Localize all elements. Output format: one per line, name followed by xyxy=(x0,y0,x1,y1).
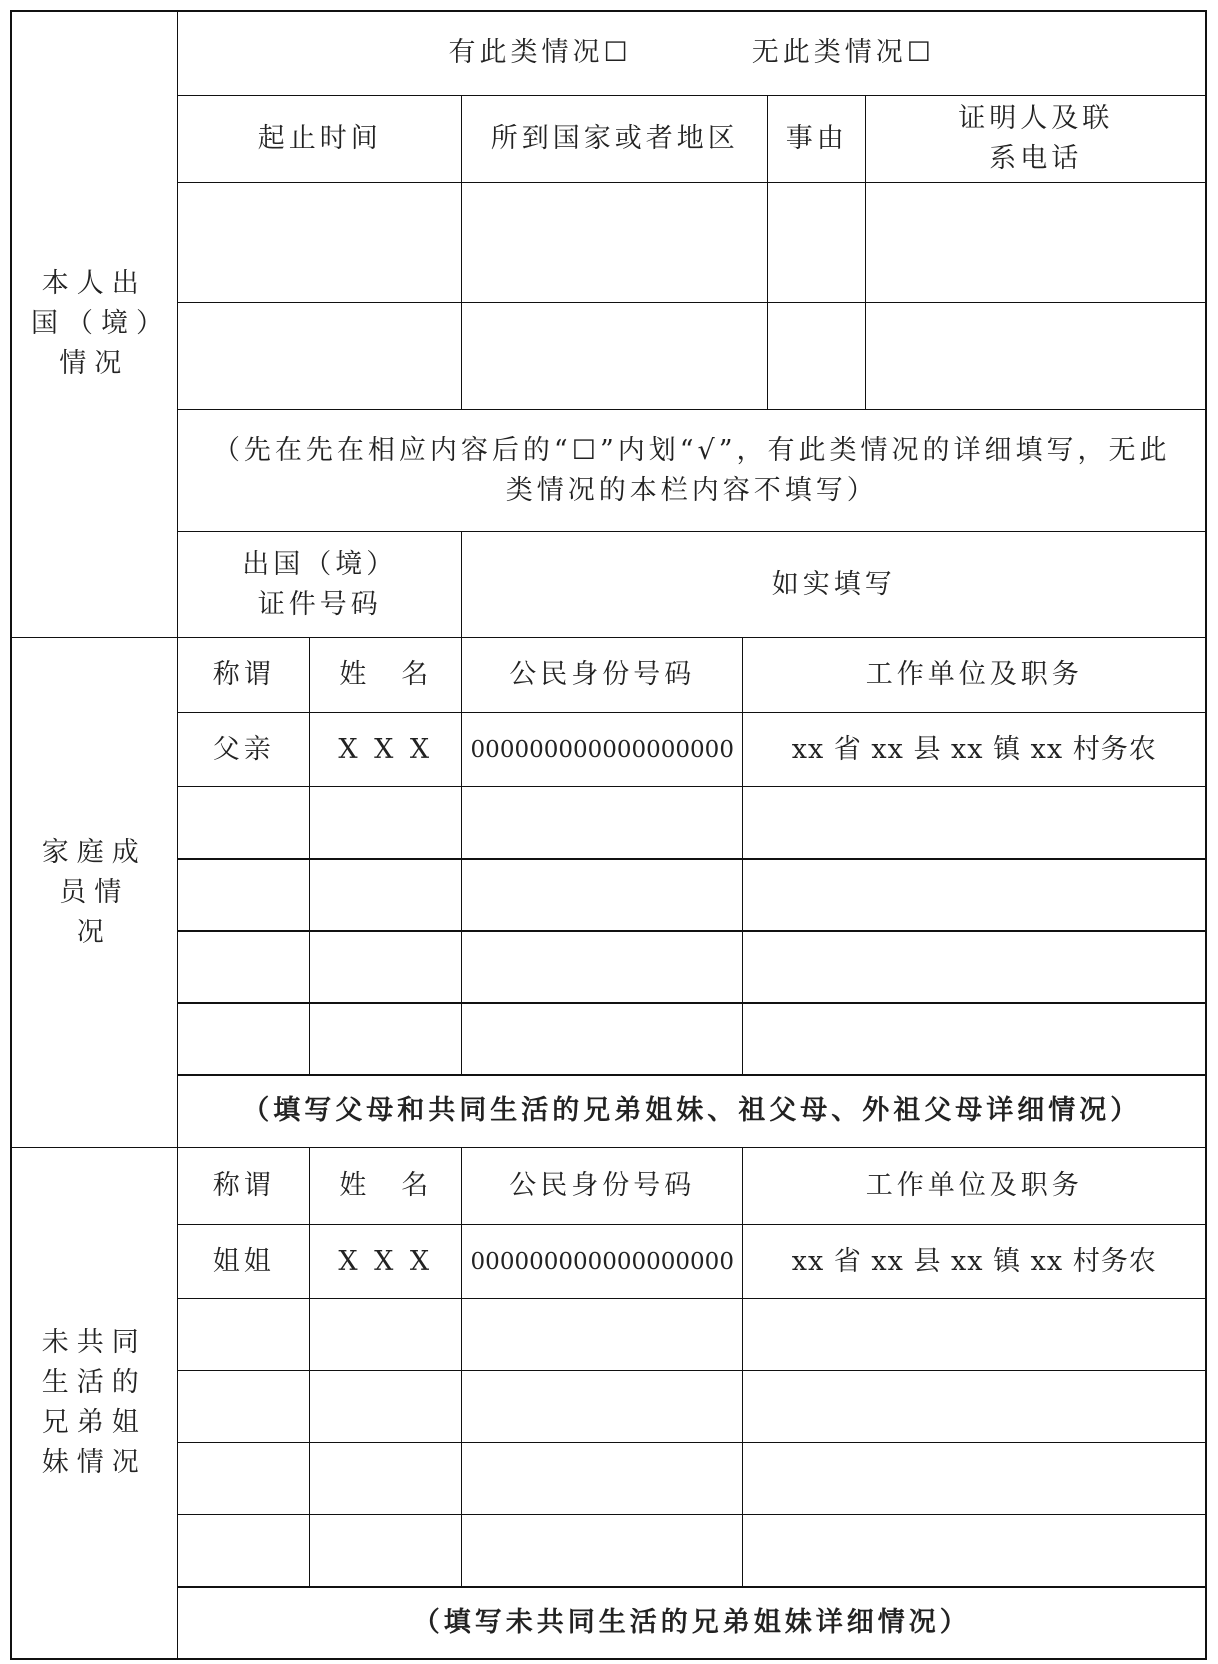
empty-cell[interactable] xyxy=(309,1514,462,1587)
family-header-id: 公民身份号码 xyxy=(461,637,743,713)
empty-cell[interactable] xyxy=(742,1370,1206,1443)
empty-cell[interactable] xyxy=(742,859,1206,932)
empty-cell[interactable] xyxy=(309,859,462,932)
empty-cell[interactable] xyxy=(177,1442,310,1515)
label-text: 家庭成员情 况 xyxy=(41,836,200,948)
family-note: （填写父母和共同生活的兄弟姐妹、祖父母、外祖父母详细情况） xyxy=(177,1074,1206,1148)
family-section-label xyxy=(10,637,200,1148)
empty-cell[interactable] xyxy=(742,1298,1206,1371)
empty-cell[interactable] xyxy=(461,1003,743,1076)
empty-cell[interactable] xyxy=(461,1370,743,1443)
siblings-header-name: 姓 名 xyxy=(309,1147,462,1225)
empty-cell[interactable] xyxy=(742,786,1206,859)
siblings-row-relation: 姐姐 xyxy=(177,1224,310,1299)
travel-cell[interactable] xyxy=(461,302,768,410)
family-header-name: 姓 名 xyxy=(309,637,462,713)
siblings-row-work: xx 省 xx 县 xx 镇 xx 村务农 xyxy=(742,1224,1206,1299)
family-row-work: xx 省 xx 县 xx 镇 xx 村务农 xyxy=(742,712,1206,787)
empty-cell[interactable] xyxy=(309,1003,462,1076)
family-row-id: 000000000000000000 xyxy=(461,712,743,787)
empty-cell[interactable] xyxy=(177,1370,310,1443)
passport-value[interactable]: 如实填写 xyxy=(461,531,1206,638)
empty-cell[interactable] xyxy=(309,1442,462,1515)
travel-cell[interactable] xyxy=(177,182,462,303)
empty-cell[interactable] xyxy=(309,786,462,859)
empty-cell[interactable] xyxy=(177,1298,310,1371)
siblings-row-id: 000000000000000000 xyxy=(461,1224,743,1299)
empty-cell[interactable] xyxy=(461,786,743,859)
empty-cell[interactable] xyxy=(177,1514,310,1587)
travel-cell[interactable] xyxy=(865,182,1206,303)
empty-cell[interactable] xyxy=(177,859,310,932)
has-option-checkbox[interactable]: 有此类情况☐ xyxy=(448,37,632,69)
travel-note: （先在先在相应内容后的“☐”内划“√”，有此类情况的详细填写，无此类情况的本栏内容不填写） xyxy=(177,409,1206,532)
family-header-relation: 称谓 xyxy=(177,637,310,713)
empty-cell[interactable] xyxy=(742,1003,1206,1076)
family-row-name: X X X xyxy=(309,712,462,787)
empty-cell[interactable] xyxy=(461,859,743,932)
none-option-checkbox[interactable]: 无此类情况☐ xyxy=(751,37,935,69)
header-time: 起止时间 xyxy=(177,95,462,183)
empty-cell[interactable] xyxy=(177,786,310,859)
header-country: 所到国家或者地区 xyxy=(461,95,768,183)
header-reason: 事由 xyxy=(767,95,866,183)
travel-status-row xyxy=(177,10,1206,96)
empty-cell[interactable] xyxy=(309,930,462,1003)
travel-cell[interactable] xyxy=(461,182,768,303)
empty-cell[interactable] xyxy=(742,930,1206,1003)
siblings-header-relation: 称谓 xyxy=(177,1147,310,1225)
siblings-header-work: 工作单位及职务 xyxy=(742,1147,1206,1225)
empty-cell[interactable] xyxy=(177,1003,310,1076)
empty-cell[interactable] xyxy=(742,1442,1206,1515)
label-text: 本人出国（境）情况 xyxy=(31,268,158,380)
travel-cell[interactable] xyxy=(177,302,462,410)
empty-cell[interactable] xyxy=(309,1370,462,1443)
siblings-row-name: X X X xyxy=(309,1224,462,1299)
siblings-note: （填写未共同生活的兄弟姐妹详细情况） xyxy=(177,1587,1206,1659)
empty-cell[interactable] xyxy=(309,1298,462,1371)
empty-cell[interactable] xyxy=(461,1442,743,1515)
travel-cell[interactable] xyxy=(865,302,1206,410)
empty-cell[interactable] xyxy=(742,1514,1206,1587)
family-header-work: 工作单位及职务 xyxy=(742,637,1206,713)
siblings-section-label xyxy=(10,1147,178,1659)
family-row-relation: 父亲 xyxy=(177,712,310,787)
siblings-header-id: 公民身份号码 xyxy=(461,1147,743,1225)
travel-cell[interactable] xyxy=(767,182,866,303)
travel-cell[interactable] xyxy=(767,302,866,410)
header-witness: 证明人及联系电话 xyxy=(865,95,1206,183)
passport-label: 出国（境）证件号码 xyxy=(177,531,462,638)
empty-cell[interactable] xyxy=(461,930,743,1003)
empty-cell[interactable] xyxy=(461,1514,743,1587)
label-text: 未共同生活的兄弟姐妹情况 xyxy=(41,1327,147,1479)
travel-section-label xyxy=(10,10,178,638)
empty-cell[interactable] xyxy=(461,1298,743,1371)
empty-cell[interactable] xyxy=(177,930,310,1003)
